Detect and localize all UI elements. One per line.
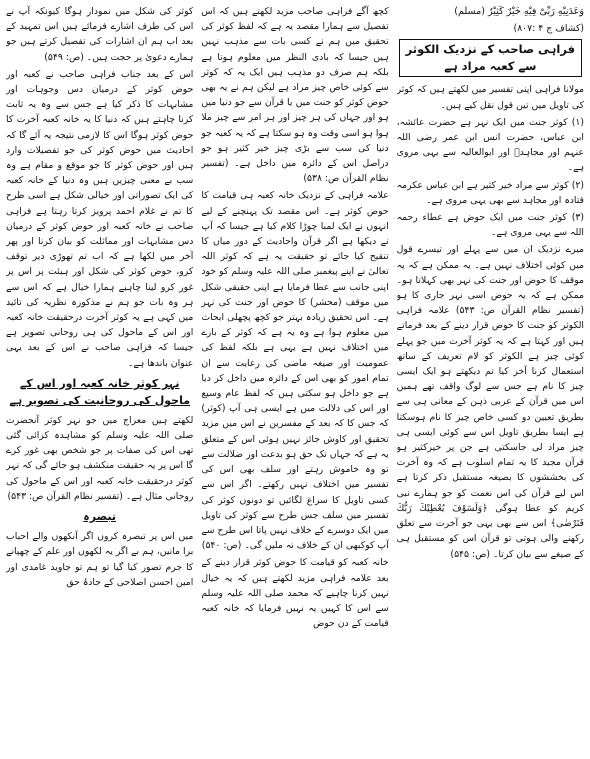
text-column-left bbox=[6, 4, 193, 755]
section-heading: تبصرہ bbox=[83, 510, 117, 524]
paragraph: (۳) کوثر جنت میں ایک حوض ہے عطاء رحمہ اللہ سے یہی مروی ہے۔ bbox=[396, 212, 584, 239]
paragraph: کچھ آگے فراہی صاحب مزید لکھتے ہیں کہ اس تفصیل سے ہمارا مقصد یہ ہے کہ لفظ کوثر کی تحقیق میں ہم نے کسی بات سے مذہب نہیں ہیں جیسا کہ بادی النظر میں معلوم ہوتا ہے بلکہ ہم صرف دو مذہب ہیں ایک یہ کہ کوثر سے کوئی خاص چیز مراد ہے لیکن ہم نے یہ بھی حوض کوثر کو جنت میں یا قرآن سے جو دنیا میں ہو اور جہاں کی ہر چیز اور ہر امر سے چیز ملا ہوا ہو اسی وقت وہ ہو سکتا ہے کہ یہ کعبہ جو دنیا کی سب سے بڑی چیز خیر کثیر ہو جو دراصل اس کے دائرہ میں داخل ہے۔ (تفسیر نظام القرآن ص: ۵۳۸) bbox=[201, 6, 389, 185]
paragraph: علامہ فراہی کے نزدیک خانہ کعبہ ہی قیامت کا حوض کوثر ہے۔ اس مقصد تک پہنچنے کے لیے انہوں نے ایک لمبا چوڑا کلام کیا ہے جیسا کہ آپ نے دیکھا ہے اگر قرآن واحادیث کے دور میاں کا تنقیح کیا جائے تو حقیقت یہ ہے کہ کوثر اللہ تعالیٰ نے اپنے پیغمبر صلی اللہ علیہ وسلم کو خود اپنی جانب سے عطا فرمایا ہے اپنی حقیقی شکل میں موقف (محشر) کا حوض اور جنت کی نہر ہے۔ اس تحقیق زیادہ بہتر جو کچھ پچھلی ابحاث میں معلوم ہوا ہے وہ یہ ہے کہ کوثر کے بارے میں اختلاف نہیں ہے یہی ہے بلکہ لفظ کی عمومیت اور صیغہ ماضی کی رعایت سے ان تمام امور کو بھی اس کے دائرہ میں داخل کر دیا ہے جو داخل ہو سکتی ہیں کہ لفظ عام وسیع اور اس کی دلالت میں ہے ایسی ہی آپ (کوثر) کہ جس کا کہ بعد کے مفسرین نے اس میں مزید تحقیق اور کاوش جائز نہیں ہوئی اس کے متعلق یہ ہے کہ جہاں تک حق ہو بدعت اور ضلالت سے تو وہ خاموش رہتے اور سلف بھی اس کی تفسیر میں اختلاف نہیں رکھتے۔ اگر اس سے کسی تاویل کا سراغ لگائیں تو دونوں کوثر کی تفسیر میں سلف جس طرح سے کوثر کی تاویل میں ایک دوسرے کے خلاف نہیں پاتا اس طرح سے آپ کوکبھی ان کے خلاف نہ ملیں گی۔ (ص: ۵۴۰) bbox=[201, 190, 389, 552]
paragraph: (۱) کوثر جنت میں ایک نہر ہے حضرت عائشہ، ابن عباس، حضرت انس ابن عمر رضی اللہ عنہم اور مجاہدؒ اور ابوالعالیہ سے یہی مروی ہے۔ bbox=[396, 116, 584, 174]
section-heading: نہر کوثر خانہ کعبہ اور اس کے ماحول کی روحانیت کی تصویر ہے bbox=[9, 376, 191, 407]
text-column-middle bbox=[201, 4, 388, 755]
paragraph: خانہ کعبہ کو قیامت کا حوض کوثر قرار دینے کے بعد علامہ فراہی مزید لکھتے ہیں کہ یہ خیال نہیں کرنا چاہیے کہ محمد صلی اللہ علیہ وسلم سے اس کا کہیں یہ نہیں فرمایا کہ خانہ کعبہ قیامت کے دن حوض bbox=[201, 557, 389, 630]
paragraph: میں اس پر تبصرہ کروں اگر آنکھوں والے احباب برا مانیں، ہم بے اگر یہ لکھوں اور علم کے چھپانے کا جرم تصور کیا گیا تو ہم تو جاوید غامدی اور امین احسن اصلاحی کے جادۂ حق bbox=[6, 531, 194, 588]
paragraph: وَعَدَنِیْهِ رَبِّیْ فِیْهِ خَیْرٌ كَثِیْرٌ (مسلم) bbox=[454, 6, 584, 17]
paragraph: میرے نزدیک ان میں سے پہلے اور تیسرے قول میں کوئی اختلاف نہیں ہے۔ یہ ممکن ہے کہ یہ موقف کا حوض اور جنت کی نہر بھی کہلاتا ہو۔ ممکن ہے کہ یہ حوض اسی نہر جاری کا ہو (تفسیر نظام القرآن ص: ۵۴۳) علامہ فراہی الکوثر کو جنت کا حوض قرار دینے کے بعد فرماتے ہیں اور کہتا ہے کہ یہ کوثر آخرت میں جو پہلے کوئی چیز ہے الکوثر کو لام تعریف کے ساتھ استعمال کرنا آخر کیا تم دیکھتے ہو ایک ایسی چیز کا نام ہے جس سے لوگ واقف تھے ہمیں اس میں قرآن کے عربی ذہن کے معانی ہی سے بطریق تعیین دو کسی خاص چیز کا نام ہوسکتا ہے ایسا بطریق تاویل اس سے کوئی ایسی ہی چیز مراد لی جاسکتی ہے جن پر خیرکثیر ہو قرآن مجید کا یہ تمام اسلوب ہے کہ وہ آخرت کی بخششوں کا بصیغہ مستقبل ذکر کرتا ہے اس لیے قرآن کی اس نعمت کو جو ہمارے نبی کریم کو عطا ہوگی ﴿وَلَسَوْفَ یُعْطِیْكَ رَبُّكَ فَتَرْضٰى﴾ اس سے بھی یہی جو آخرت سے تعلق رکھنے والی ہوتی تو قرآن اس کو مستقبل ہی کے صیغے سے بیان کرتا۔ (ص: ۵۴۵) bbox=[396, 244, 584, 560]
paragraph: (کشاف ج ۴ :۸۰۷) bbox=[513, 23, 584, 35]
paragraph: اس کے بعد جناب فراہی صاحب نے کعبہ اور حوض کوثر کے درمیان دس وجوہات اور مشابہات کا ذکر کیا ہے جس سے وہ یہ ثابت کرنا چاہتے ہیں کہ دنیا کا یہ خانہ کعبہ آخرت کا حوض کوثر ہوگا اس کا لازمی نتیجہ یہ آئے گا کہ احادیث میں حوض کوثر کی جو تفصیلات وارد ہیں اور حوض کوثر کا جو موقع و مقام ہے وہ سب بے معنی چیزیں ہیں وہ دنیا کے خانہ کعبہ کی ایک تصوراتی اور خیالی شکل ہے اسی طرح کا تم نے غلام احمد پرویز کرتا رہتا ہے فراہی صاحب نے خانہ کعبہ اور حوض کوثر کے درمیان دس مشابہات اور مماثلت کو بیان کرنا اور پھر آخر میں لکھا ہے کہ اب تم تھوڑی دیر توقف کرو، حوض کوثر کی شکل اور ہیئت پر اس پر غور کرو لینا چاہیے ہمارا خیال ہے کہ اس سے ہر وہ بات جو ہم نے مذکورہ نظریہ کی تائید میں کہی ہے یہ کوثر آخرت درحقیقت خانہ کعبہ اور اس کے ماحول کی ہی روحانی تصویر ہے جیسا کہ فراہی صاحب نے اس کے بعد یہی عنوان باندھا ہے۔ bbox=[6, 68, 194, 369]
section-heading-boxed: فراہی صاحب کے نزدیک الکوثر سے کعبہ مراد ہے bbox=[399, 39, 582, 77]
paragraph: (۲) کوثر سے مراد خیر کثیر ہے ابن عباس عکرمہ قتادہ اور مجاہد سے بھی یہی مروی ہے۔ bbox=[396, 179, 584, 206]
paragraph: لکھتے ہیں معراج میں جو نہر کوثر آنحضرت صلی اللہ علیہ وسلم کو مشاہدہ کرائی گئی تھی اس کی صفات پر جو شخص بھی غور کرے گا اس پر یہ حقیقت منکشف ہو جائے گی کہ نہر کوثر درحقیقت خانہ کعبہ اور اس کے ماحول کی روحانی مثال ہے۔ (تفسیر نظام القرآن ص: ۵۴۳) bbox=[6, 414, 194, 502]
paragraph: مولانا فراہی اپنی تفسیر میں لکھتے ہیں کہ کوثر کی تاویل میں تین قول نقل کیے ہیں۔ bbox=[396, 84, 584, 111]
text-column-right bbox=[397, 4, 584, 755]
paragraph: کوثر کی شکل میں نمودار ہوگا کیونکہ آپ نے اس کی طرف اشارے فرمائے ہیں اس تمہید کے بعد اب ہم ان اشارات کی تفصیل کرتے ہیں جو ہمارے دعویٰ پر حجت ہیں۔ (ص: ۵۴۹) bbox=[6, 6, 194, 63]
